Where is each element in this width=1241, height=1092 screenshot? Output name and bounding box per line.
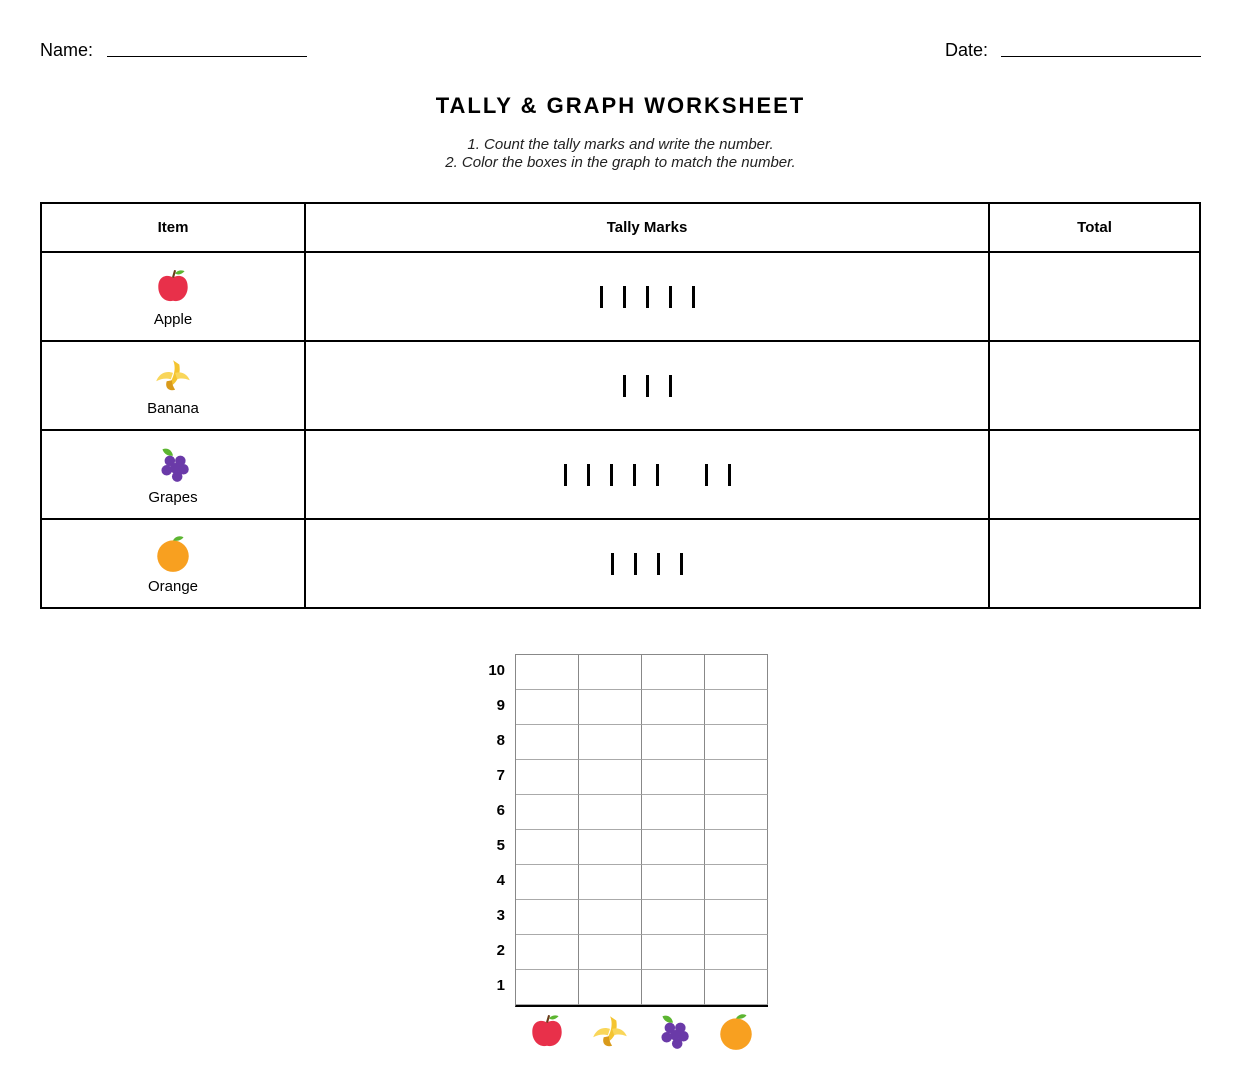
graph-cell[interactable] (516, 690, 579, 725)
tally-mark (705, 464, 708, 486)
graph-cell[interactable] (579, 935, 642, 970)
orange-icon (704, 1010, 767, 1052)
tally-cell (305, 252, 989, 341)
tally-cell (305, 430, 989, 519)
table-row (41, 519, 1200, 608)
tally-mark (600, 286, 603, 308)
tally-mark (656, 464, 659, 486)
table-row (41, 341, 1200, 430)
graph-cell[interactable] (705, 970, 768, 1005)
graph-cell[interactable] (516, 795, 579, 830)
header-total: Total (989, 203, 1200, 252)
item-label: Orange (147, 578, 199, 595)
tally-mark (623, 375, 626, 397)
graph-cell[interactable] (516, 970, 579, 1005)
name-field[interactable] (107, 56, 307, 57)
graph-cell[interactable] (516, 900, 579, 935)
tally-mark (680, 553, 683, 575)
tally-mark (633, 464, 636, 486)
graph-cell[interactable] (705, 865, 768, 900)
item-cell (41, 341, 305, 430)
y-axis-label: 4 (496, 872, 505, 889)
graph-cell[interactable] (642, 865, 705, 900)
tally-mark (646, 375, 649, 397)
graph-cell[interactable] (705, 725, 768, 760)
tally-mark (634, 553, 637, 575)
instructions (0, 136, 1241, 172)
graph-cell[interactable] (579, 795, 642, 830)
graph-cell[interactable] (705, 795, 768, 830)
table-row (41, 252, 1200, 341)
table-row (41, 430, 1200, 519)
graph-cell[interactable] (516, 725, 579, 760)
tally-mark (669, 286, 672, 308)
graph-cell[interactable] (642, 935, 705, 970)
graph-cell[interactable] (516, 865, 579, 900)
tally-mark (611, 553, 614, 575)
tally-cell (305, 341, 989, 430)
graph-cell[interactable] (516, 760, 579, 795)
instruction-2: 2. Color the boxes in the graph to match the number. (445, 154, 796, 171)
orange-icon (152, 532, 194, 578)
name-label: Name: (40, 40, 94, 60)
header-item: Item (41, 203, 305, 252)
item-label: Banana (147, 400, 199, 417)
graph-cell[interactable] (642, 725, 705, 760)
y-axis-label: 10 (488, 662, 505, 679)
graph-cell[interactable] (579, 760, 642, 795)
page-title: TALLY & GRAPH WORKSHEET (435, 93, 806, 118)
tally-mark (692, 286, 695, 308)
y-axis-label: 7 (496, 767, 505, 784)
graph-cell[interactable] (705, 760, 768, 795)
tally-mark (610, 464, 613, 486)
tally-mark (623, 286, 626, 308)
tally-mark (728, 464, 731, 486)
graph-cell[interactable] (579, 970, 642, 1005)
graph-cell[interactable] (642, 830, 705, 865)
banana-icon (578, 1010, 641, 1052)
tally-mark (564, 464, 567, 486)
grapes-icon (641, 1010, 704, 1052)
item-label: Grapes (148, 489, 198, 506)
item-cell (41, 252, 305, 341)
y-axis-label: 9 (496, 697, 505, 714)
graph-cell[interactable] (579, 690, 642, 725)
y-axis-label: 2 (496, 942, 505, 959)
tally-mark (657, 553, 660, 575)
graph-cell[interactable] (579, 830, 642, 865)
graph-cell[interactable] (516, 655, 579, 690)
graph-cell[interactable] (642, 655, 705, 690)
graph-cell[interactable] (705, 655, 768, 690)
apple-icon (152, 265, 194, 311)
tally-mark (669, 375, 672, 397)
item-label: Apple (153, 311, 193, 328)
graph-cell[interactable] (516, 935, 579, 970)
graph-cell[interactable] (642, 760, 705, 795)
y-axis-label: 3 (496, 907, 505, 924)
date-label: Date: (945, 40, 989, 60)
graph-cell[interactable] (579, 655, 642, 690)
item-cell (41, 519, 305, 608)
apple-icon (515, 1010, 578, 1052)
tally-table (40, 202, 1201, 609)
graph-cell[interactable] (705, 690, 768, 725)
y-axis-label: 5 (496, 837, 505, 854)
graph-cell[interactable] (705, 935, 768, 970)
graph-cell[interactable] (642, 900, 705, 935)
total-input-cell[interactable] (989, 430, 1200, 519)
graph-cell[interactable] (642, 795, 705, 830)
y-axis-label: 6 (496, 802, 505, 819)
tally-cell (305, 519, 989, 608)
date-field[interactable] (1001, 56, 1201, 57)
graph-cell[interactable] (705, 900, 768, 935)
total-input-cell[interactable] (989, 341, 1200, 430)
y-axis-label: 1 (496, 977, 505, 994)
graph-cell[interactable] (579, 900, 642, 935)
graph-cell[interactable] (579, 725, 642, 760)
header-tally: Tally Marks (305, 203, 989, 252)
tally-mark (587, 464, 590, 486)
total-input-cell[interactable] (989, 519, 1200, 608)
tally-mark (646, 286, 649, 308)
graph-cell[interactable] (516, 830, 579, 865)
total-input-cell[interactable] (989, 252, 1200, 341)
grapes-icon (152, 443, 194, 489)
graph-cell[interactable] (579, 865, 642, 900)
item-cell (41, 430, 305, 519)
graph-cell[interactable] (642, 970, 705, 1005)
instruction-1: 1. Count the tally marks and write the number. (467, 136, 774, 153)
banana-icon (152, 354, 194, 400)
y-axis-label: 8 (496, 732, 505, 749)
graph-cell[interactable] (705, 830, 768, 865)
graph-cell[interactable] (642, 690, 705, 725)
bar-graph-grid (488, 654, 768, 1007)
